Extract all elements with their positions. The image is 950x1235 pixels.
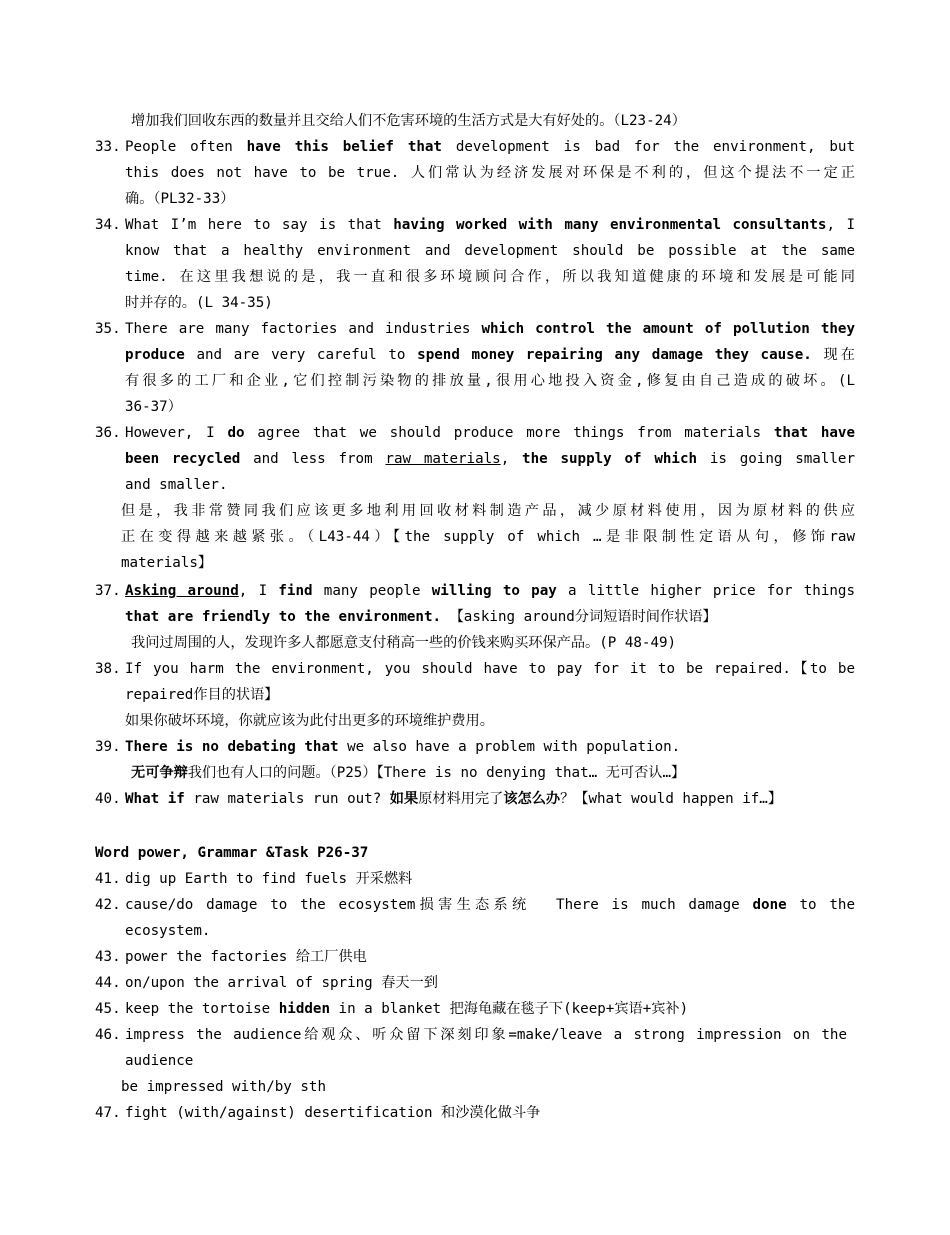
item-34-line-3: time. 在这里我想说的是，我一直和很多环境顾问合作，所以我知道健康的环境和发展是可能同 xyxy=(125,269,855,285)
item-number: 41. xyxy=(95,871,121,887)
item-43 xyxy=(0,944,950,970)
item-36-line-2: been recycled and less from raw materials, the supply of which is going smaller xyxy=(125,451,856,467)
item-36-line-3: and smaller. xyxy=(125,477,228,493)
item-text: on/upon the arrival of spring 春天一到 xyxy=(125,975,438,991)
item-text: There are many factories and industries which control the amount of pollution they xyxy=(125,321,855,337)
item-text: Asking around, I find many people willing to pay a little higher price for things xyxy=(125,583,855,599)
item-34-line-4: 时并存的。(L 34-35) xyxy=(125,295,273,311)
item-46-line-3: be impressed with/by sth xyxy=(121,1079,326,1095)
item-33-line-3: 确。（PL32-33） xyxy=(125,191,235,207)
item-text: keep the tortoise hidden in a blanket 把海龟藏在毯子下(keep+宾语+宾补) xyxy=(125,1001,689,1017)
item-39 xyxy=(0,734,950,760)
item-number: 37. xyxy=(95,583,121,599)
item-45 xyxy=(0,996,950,1022)
item-35-line-3: 有很多的工厂和企业,它们控制污染物的排放量,很用心地投入资金,修复由自己造成的破坏。(L xyxy=(125,373,855,389)
item-35-line-4: 36-37） xyxy=(125,399,182,415)
item-number: 34. xyxy=(95,217,121,233)
item-text: If you harm the environment, you should have to pay for it to be repaired.【to be xyxy=(125,661,855,677)
item-33-line-2: this does not have to be true. 人们常认为经济发展对环保是不利的，但这个提法不一定正 xyxy=(125,165,855,181)
item-36-line-5: 正在变得越来越紧张。（L43-44）【the supply of which …是非限制性定语从句，修饰raw xyxy=(121,529,855,545)
item-number: 33. xyxy=(95,139,121,155)
item-text: What if raw materials run out? 如果原材料用完了该怎么办？【what would happen if…】 xyxy=(125,791,783,807)
item-number: 35. xyxy=(95,321,121,337)
item-number: 43. xyxy=(95,949,121,965)
item-number: 44. xyxy=(95,975,121,991)
item-34-line-2: know that a healthy environment and development should be possible at the same xyxy=(125,243,855,259)
item-36 xyxy=(0,420,950,446)
item-text: fight (with/against) desertification 和沙漠化做斗争 xyxy=(125,1105,541,1121)
item-44 xyxy=(0,970,950,996)
item-47 xyxy=(0,1100,950,1126)
item-text: cause/do damage to the ecosystem损害生态系统 There is much damage done to the xyxy=(125,897,856,913)
item-33 xyxy=(0,134,950,160)
item-38-line-3: 如果你破坏环境，你就应该为此付出更多的环境维护费用。 xyxy=(125,713,494,729)
item-number: 38. xyxy=(95,661,121,677)
item-41 xyxy=(0,866,950,892)
item-39-line-2: 无可争辩我们也有人口的问题。（P25）【There is no denying that… 无可否认…】 xyxy=(131,765,686,781)
item-34 xyxy=(0,212,950,238)
item-37 xyxy=(0,578,950,604)
item-36-line-6: materials】 xyxy=(121,555,213,571)
item-number: 46. xyxy=(95,1027,121,1043)
item-42-line-2: ecosystem. xyxy=(125,923,211,939)
section-heading: Word power, Grammar &Task P26-37 xyxy=(95,845,369,861)
item-text: dig up Earth to find fuels 开采燃料 xyxy=(125,871,413,887)
item-number: 45. xyxy=(95,1001,121,1017)
item-number: 36. xyxy=(95,425,121,441)
item-37-line-3: 我问过周围的人，发现许多人都愿意支付稍高一些的价钱来购买环保产品。(P 48-49) xyxy=(131,635,677,651)
item-42 xyxy=(0,892,950,918)
item-46 xyxy=(0,1022,950,1048)
item-text: There is no debating that we also have a problem with population. xyxy=(125,739,681,755)
item-text: However, I do agree that we should produce more things from materials that have xyxy=(125,425,855,441)
line-32-translation: 增加我们回收东西的数量并且交给人们不危害环境的生活方式是大有好处的。（L23-24） xyxy=(131,113,686,129)
item-38 xyxy=(0,656,950,682)
item-37-line-2: that are friendly to the environment. 【asking around分词短语时间作状语】 xyxy=(125,609,717,625)
item-46-line-2: audience xyxy=(125,1053,194,1069)
item-number: 39. xyxy=(95,739,121,755)
item-38-line-2: repaired作目的状语】 xyxy=(125,687,279,703)
item-35-line-2: produce and are very careful to spend money repairing any damage they cause. 现在 xyxy=(125,347,855,363)
item-text: power the factories 给工厂供电 xyxy=(125,949,367,965)
item-35 xyxy=(0,316,950,342)
item-text: impress the audience给观众、听众留下深刻印象=make/leave a strong impression on the xyxy=(125,1027,847,1043)
item-text: People often have this belief that development is bad for the environment, but xyxy=(125,139,855,155)
item-36-line-4: 但是，我非常赞同我们应该更多地利用回收材料制造产品，减少原材料使用，因为原材料的供应 xyxy=(121,503,855,519)
item-text: What I’m here to say is that having worked with many environmental consultants, I xyxy=(125,217,855,233)
item-number: 40. xyxy=(95,791,121,807)
item-number: 47. xyxy=(95,1105,121,1121)
item-number: 42. xyxy=(95,897,121,913)
item-40 xyxy=(0,786,950,812)
